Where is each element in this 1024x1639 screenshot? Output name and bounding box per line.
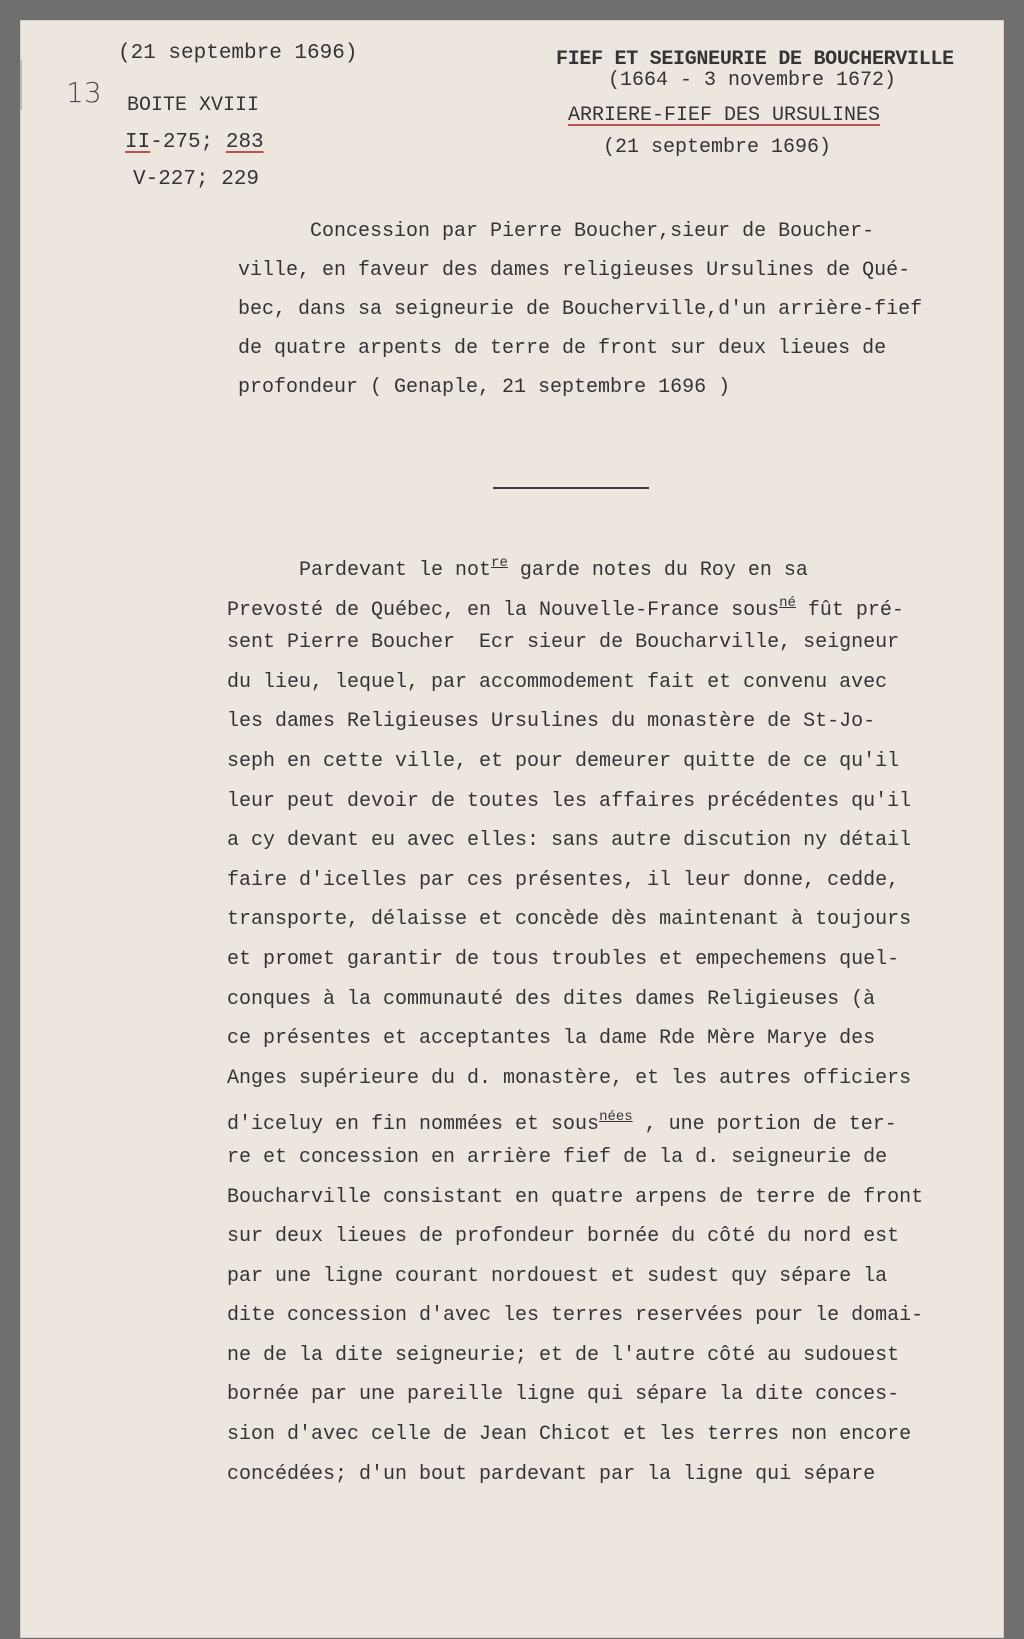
reference-pages: -275; [150,131,226,154]
summary-line: Concession par Pierre Boucher,sieur de Boucher- [238,220,875,243]
body-line: et promet garantir de tous troubles et empechemens quel- [227,947,900,971]
crop-mark [20,60,32,110]
summary-line: profondeur ( Genaple, 21 septembre 1696 ) [238,376,731,399]
body-line: bornée par une pareille ligne qui sépare la dite conces- [227,1383,900,1407]
superscript-abbrev: nées [599,1109,633,1126]
summary-line: bec, dans sa seigneurie de Boucherville,d'un arrière-fief [238,298,923,321]
summary-paragraph [238,212,978,407]
body-line: dite concession d'avec les terres reservées pour le domai- [227,1304,924,1328]
box-label: BOITE XVIII [127,94,260,117]
body-line [227,544,987,584]
body-text-span: garde notes du Roy en sa [507,559,808,582]
body-line: sur deux lieues de profondeur bornée du côté du nord est [227,1225,900,1249]
body-line: Anges supérieure du d. monastère, et les autres officiers [227,1066,912,1090]
body-line [227,1098,987,1138]
body-line: seph en cette ville, et pour demeurer quitte de ce qu'il [227,749,900,773]
body-line: les dames Religieuses Ursulines du monastère de St-Jo- [227,710,876,734]
body-text-span: Pardevant le not [227,559,492,582]
section-divider [493,487,649,489]
page-number: 13 [66,76,102,109]
document-subtitle-date: (21 septembre 1696) [603,136,832,159]
body-line: a cy devant eu avec elles: sans autre discution ny détail [227,829,912,853]
reference-volume: II [125,131,151,154]
document-subtitle: ARRIERE-FIEF DES URSULINES [568,104,881,127]
body-line: leur peut devoir de toutes les affaires précédentes qu'il [227,789,912,813]
body-text-span: , une portion de ter- [632,1113,897,1137]
body-line [227,584,987,624]
summary-line: de quatre arpents de terre de front sur deux lieues de [238,337,887,360]
body-text-span: fût pré- [795,598,904,622]
body-line: conques à la communauté des dites dames Religieuses (à [227,987,876,1011]
document-page [20,20,1004,1638]
body-line: sent Pierre Boucher Ecr sieur de Boucharville, seigneur [227,631,900,655]
body-line: faire d'icelles par ces présentes, il leur donne, cedde, [227,868,900,892]
body-paragraph [227,544,987,1494]
body-line: du lieu, lequel, par accommodement fait et convenu avec [227,670,888,694]
body-line: ne de la dite seigneurie; et de l'autre côté au sudouest [227,1343,900,1367]
body-line: sion d'avec celle de Jean Chicot et les terres non encore [227,1423,912,1447]
document-title-dates: (1664 - 3 novembre 1672) [608,69,897,92]
body-text-span: Prevosté de Québec, en la Nouvelle-France sous [227,598,780,622]
body-line: transporte, délaisse et concède dès maintenant à toujours [227,908,912,932]
body-line: Boucharville consistant en quatre arpens de terre de front [227,1185,924,1209]
superscript-abbrev: re [491,555,508,571]
body-line: re et concession en arrière fief de la d. seigneurie de [227,1145,888,1169]
body-line: par une ligne courant nordouest et sudest quy sépare la [227,1264,888,1288]
reference-page-underlined: 283 [225,131,264,154]
superscript-abbrev: né [779,594,796,611]
reference-line-2: V-227; 229 [133,168,260,191]
reference-line-1 [125,131,264,154]
summary-line: ville, en faveur des dames religieuses Ursulines de Qué- [238,259,911,282]
body-line: ce présentes et acceptantes la dame Rde Mère Marye des [227,1027,876,1051]
document-title: FIEF ET SEIGNEURIE DE BOUCHERVILLE [556,48,954,71]
body-text-span: d'iceluy en fin nommées et sous [227,1113,600,1137]
header-left-date: (21 septembre 1696) [118,42,358,65]
body-line: concédées; d'un bout pardevant par la ligne qui sépare [227,1462,876,1486]
